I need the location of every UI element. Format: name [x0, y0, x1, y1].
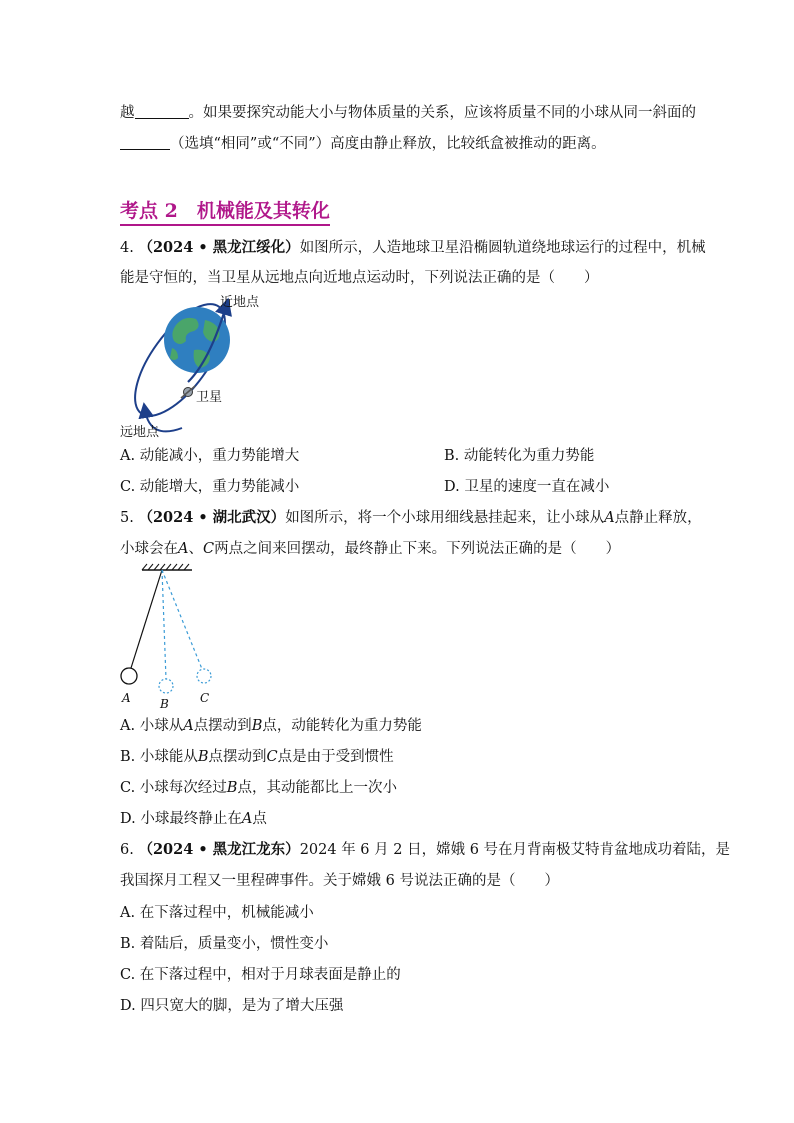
q6-option-c[interactable]: C. 在下落过程中，相对于月球表面是静止的 [120, 967, 401, 983]
q5-option-a[interactable] [120, 716, 422, 736]
intro-text: 越 [120, 105, 135, 121]
question-text: 、 [188, 541, 203, 557]
option-text: B. 小球能从 [120, 749, 198, 765]
section-heading: 考点 2 机械能及其转化 [120, 199, 330, 226]
q4-option-d[interactable]: D. 卫星的速度一直在减小 [444, 479, 610, 495]
intro-text: （选填“相同”或“不同”）高度由静止释放，比较纸盒被推动的距离。 [170, 136, 606, 152]
satellite-orbit-figure [110, 290, 260, 440]
option-text: 点摆动到 [208, 749, 267, 765]
option-text: 点摆动到 [193, 718, 252, 734]
question-text: 如图所示，人造地球卫星沿椭圆轨道绕地球运行的过程中，机械 [299, 240, 706, 256]
option-text: A. 小球从 [120, 718, 184, 734]
option-text: 点 [252, 811, 267, 827]
q5-stem-line-1 [120, 508, 702, 528]
q6-stem-line-1 [120, 840, 730, 860]
ball-b [159, 679, 173, 693]
question-source: （2024 • 黑龙江龙东） [138, 841, 300, 858]
question-text: 两点之间来回摆动，最终静止下来。下列说法正确的是（ ） [214, 541, 621, 557]
question-number: 4. [120, 240, 134, 256]
point-label: A [604, 510, 615, 526]
question-number: 5. [120, 510, 134, 526]
point-label: C [266, 749, 278, 765]
answer-blank-1[interactable] [135, 104, 189, 119]
option-text: 点，动能转化为重力势能 [262, 718, 422, 734]
q6-option-b[interactable]: B. 着陆后，质量变小，惯性变小 [120, 936, 329, 952]
q5-option-d[interactable] [120, 809, 267, 829]
question-text: 小球会在 [120, 541, 178, 557]
question-text: 如图所示，将一个小球用细线悬挂起来，让小球从 [285, 510, 605, 526]
q4-stem-line-1 [120, 238, 706, 258]
q4-stem-line-2: 能是守恒的，当卫星从远地点向近地点运动时，下列说法正确的是（ ） [120, 270, 599, 286]
point-label: B [251, 718, 263, 734]
label-c: C [200, 691, 210, 705]
q6-option-d[interactable]: D. 四只宽大的脚，是为了增大压强 [120, 998, 344, 1014]
question-source: （2024 • 湖北武汉） [138, 509, 286, 526]
intro-line-2 [120, 134, 606, 154]
point-label: A [183, 718, 194, 734]
q5-option-b[interactable] [120, 747, 394, 767]
pendulum-string [131, 570, 162, 668]
label-b: B [160, 697, 169, 710]
label-satellite: 卫星 [196, 390, 223, 405]
intro-text: 。如果要探究动能大小与物体质量的关系，应该将质量不同的小球从同一斜面的 [188, 105, 696, 121]
satellite-icon [181, 386, 195, 398]
dashed-string-c [162, 570, 202, 669]
ball-a [121, 668, 137, 684]
earth-icon [164, 307, 230, 373]
point-label: B [197, 749, 209, 765]
question-text: 2024 年 6 月 2 日，嫦娥 6 号在月背南极艾特肯盆地成功着陆，是 [299, 842, 731, 858]
point-label: A [241, 811, 253, 827]
dashed-string-b [162, 570, 166, 679]
point-label: B [226, 780, 238, 796]
point-label: C [202, 541, 215, 557]
answer-blank-2[interactable] [120, 135, 170, 150]
label-a: A [122, 691, 131, 705]
option-text: D. 小球最终静止在 [120, 811, 242, 827]
q6-option-a[interactable]: A. 在下落过程中，机械能减小 [120, 905, 314, 921]
question-source: （2024 • 黑龙江绥化） [138, 239, 300, 256]
q4-option-c[interactable]: C. 动能增大，重力势能减小 [120, 479, 300, 495]
q5-option-c[interactable] [120, 778, 397, 798]
point-label: A [178, 541, 189, 557]
ceiling-hatch [142, 564, 189, 570]
pendulum-figure [112, 562, 222, 710]
q5-stem-line-2 [120, 539, 620, 559]
question-text: 点静止释放， [614, 510, 702, 526]
q6-stem-line-2: 我国探月工程又一里程碑事件。关于嫦娥 6 号说法正确的是（ ） [120, 873, 559, 889]
question-number: 6. [120, 842, 134, 858]
label-apogee: 远地点 [120, 425, 160, 440]
ball-c [197, 669, 211, 683]
option-text: C. 小球每次经过 [120, 780, 227, 796]
intro-line-1 [120, 103, 696, 123]
q4-option-a[interactable]: A. 动能减小，重力势能增大 [120, 448, 300, 464]
option-text: 点是由于受到惯性 [277, 749, 394, 765]
label-perigee: 近地点 [220, 295, 260, 310]
option-text: 点，其动能都比上一次小 [237, 780, 397, 796]
q4-option-b[interactable]: B. 动能转化为重力势能 [444, 448, 595, 464]
